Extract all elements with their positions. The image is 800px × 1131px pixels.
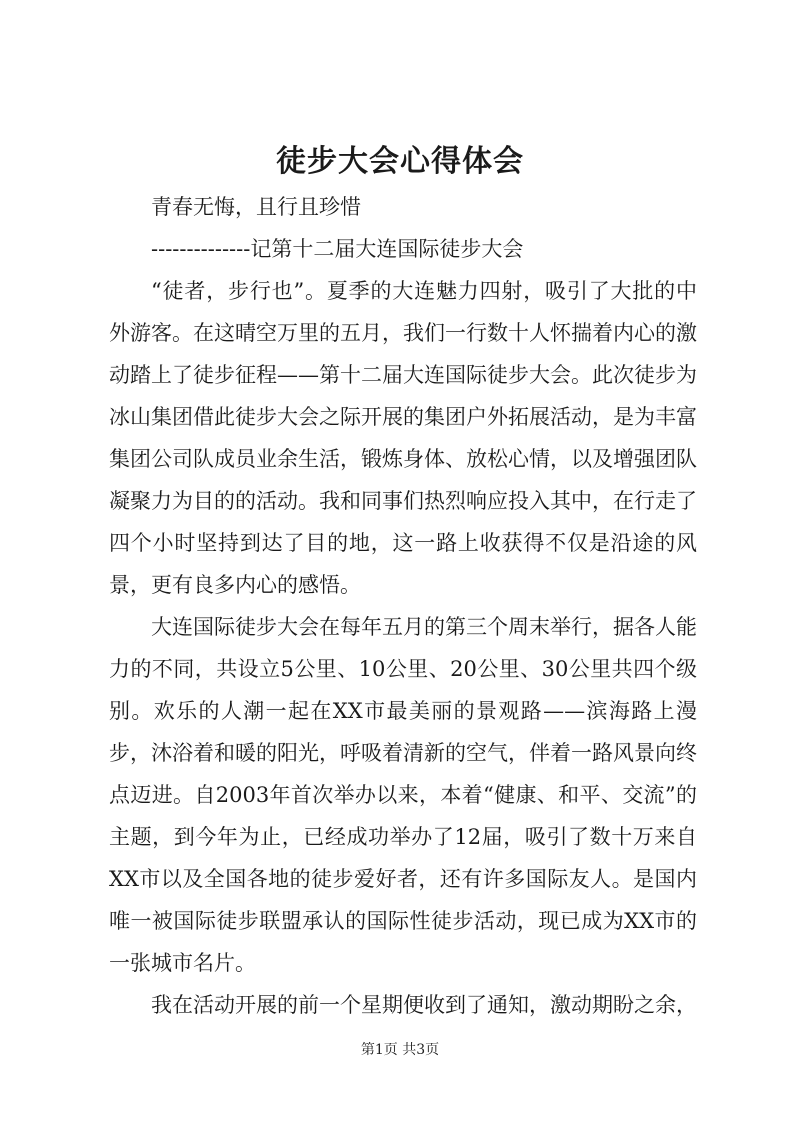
paragraph-1: “徒者，步行也”。夏季的大连魅力四射，吸引了大批的中外游客。在这晴空万里的五月，我们一行数十人怀揣着内心的激动踏上了徒步征程——第十二届大连国际徒步大会。此次徒步为冰山集团借此徒步大会之际开展的集团户外拓展活动，是为丰富集团公司队成员业余生活，锻炼身体、放松心情，以及增强团队凝聚力为目的的活动。我和同事们热烈响应投入其中，在行走了四个小时坚持到达了目的地，这一路上收获得不仅是沿途的风景，更有良多内心的感悟。 bbox=[109, 279, 697, 597]
page-title: 徒步大会心得体会 bbox=[276, 144, 524, 179]
subtitle: 青春无悔，且行且珍惜 bbox=[151, 195, 361, 219]
dedication-line: --------------记第十二届大连国际徒步大会 bbox=[151, 237, 524, 261]
document-body bbox=[109, 186, 697, 1026]
paragraph-2: 大连国际徒步大会在每年五月的第三个周末举行，据各人能力的不同，共设立5公里、10公里、20公里、30公里共四个级别。欢乐的人潮一起在XX市最美丽的景观路——滨海路上漫步，沐浴着和暖的阳光，呼吸着清新的空气，伴着一路风景向终点迈进。自2003年首次举办以来，本着“健康、和平、交流”的主题，到今年为止，已经成功举办了12届，吸引了数十万来自XX市以及全国各地的徒步爱好者，还有许多国际友人。是国内唯一被国际徒步联盟承认的国际性徒步活动，现已成为XX市的一张城市名片。 bbox=[109, 615, 697, 975]
page-footer: 第1页 共3页 bbox=[360, 1042, 440, 1058]
paragraph-3: 我在活动开展的前一个星期便收到了通知，激动期盼之余， bbox=[151, 993, 697, 1017]
